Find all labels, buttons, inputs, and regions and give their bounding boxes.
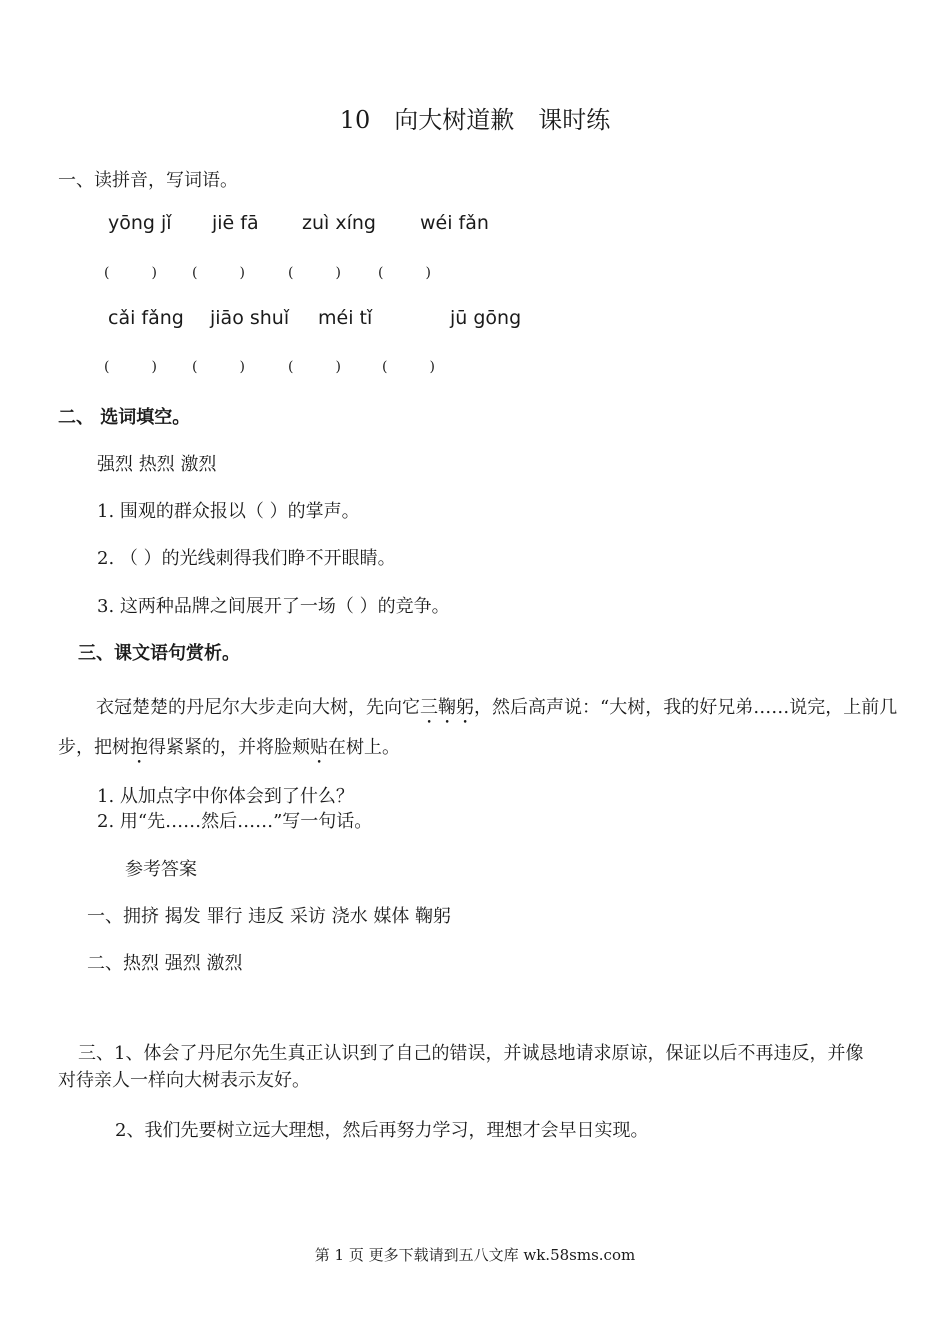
pinyin-item: jū gōng [450, 307, 522, 329]
answer-blank[interactable]: ( ) [378, 265, 431, 281]
answers-heading: 参考答案 [125, 859, 197, 880]
answer-blank[interactable]: ( ) [104, 359, 157, 375]
pinyin-item: jiē fā [212, 212, 259, 234]
passage-text: 得紧紧的，并将脸颊 [148, 737, 310, 758]
fill-item: 1. 围观的群众报以（ ）的掌声。 [97, 501, 360, 522]
pinyin-item: cǎi fǎng [108, 307, 184, 329]
fill-item: 2. （ ）的光线刺得我们睁不开眼睛。 [97, 548, 396, 569]
section3-heading: 三、课文语句赏析。 [78, 643, 240, 664]
pinyin-item: méi tǐ [318, 307, 373, 329]
answer-blank[interactable]: ( ) [382, 359, 435, 375]
answer-paragraph: 三、1、体会了丹尼尔先生真正认识到了自己的错误，并诚恳地请求原谅，保证以后不再违反，并像对待亲人一样向大树表示友好。 [58, 1043, 864, 1091]
passage [58, 688, 903, 768]
passage-text: 在树上。 [328, 737, 400, 758]
dotted-words: 三鞠躬 [420, 697, 474, 718]
fill-item: 3. 这两种品牌之间展开了一场（ ）的竞争。 [97, 596, 450, 617]
answer-blank[interactable]: ( ) [288, 265, 341, 281]
pinyin-item: yōng jǐ [108, 212, 172, 234]
pinyin-item: jiāo shuǐ [210, 307, 290, 329]
answer-blank[interactable]: ( ) [192, 265, 245, 281]
section1-heading: 一、读拼音，写词语。 [58, 170, 238, 191]
answer-line: 二、热烈 强烈 激烈 [87, 953, 243, 974]
answer-line: 一、拥挤 揭发 罪行 违反 采访 浇水 媒体 鞠躬 [87, 906, 452, 927]
answer-blank[interactable]: ( ) [288, 359, 341, 375]
dotted-words: 贴 [310, 737, 328, 758]
page-footer: 第 1 页 更多下载请到五八文库 wk.58sms.com [314, 1246, 636, 1264]
section2-heading: 二、 选词填空。 [58, 407, 191, 428]
question-item: 1. 从加点字中你体会到了什么？ [97, 786, 354, 807]
passage-text: ，然后高声说：“大树，我的好兄弟……说完，上前几步，把树 [58, 697, 898, 758]
passage-text: 衣冠楚楚的丹尼尔大步走向大树，先向它 [96, 697, 420, 718]
answer-blank[interactable]: ( ) [104, 265, 157, 281]
word-choices: 强烈 热烈 激烈 [97, 454, 217, 475]
pinyin-item: wéi fǎn [420, 212, 489, 234]
dotted-words: 抱 [130, 737, 148, 758]
answer-line: 2、我们先要树立远大理想，然后再努力学习，理想才会早日实现。 [115, 1120, 649, 1141]
answer-blank[interactable]: ( ) [192, 359, 245, 375]
question-item: 2. 用“先……然后……”写一句话。 [97, 811, 373, 832]
page-title: 10 向大树道歉 课时练 [339, 106, 611, 134]
pinyin-item: zuì xíng [302, 212, 376, 234]
